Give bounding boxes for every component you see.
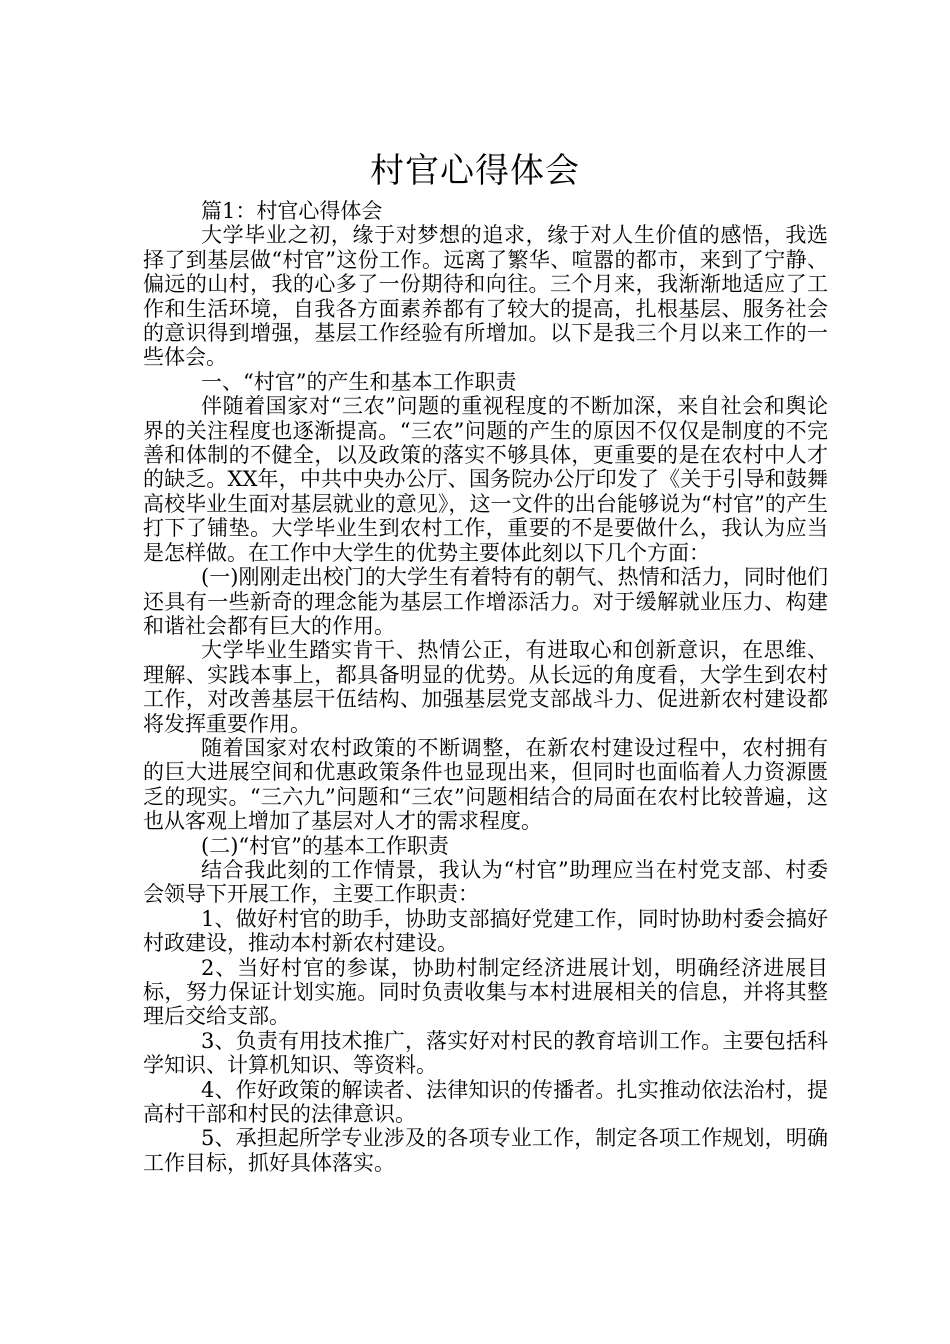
duty-item-5: 5、承担起所学专业涉及的各项专业工作，制定各项工作规划，明确工作目标，抓好具体落实。	[143, 1126, 828, 1175]
advantage-paragraph-3: 随着国家对农村政策的不断调整，在新农村建设过程中，农村拥有的巨大进展空间和优惠政策条件也显现出来，但同时也面临着人力资源匮乏的现实。“三六九”问题和“三农”问题相结合的局面在农村比较普遍，这也从客观上增加了基层对人才的需求程度。	[143, 735, 828, 834]
duty-item-4: 4、作好政策的解读者、法律知识的传播者。扎实推动依法治村，提高村干部和村民的法律意识。	[143, 1077, 828, 1127]
intro-paragraph: 大学毕业之初，缘于对梦想的追求，缘于对人生价值的感悟，我选择了到基层做“村官”这份工作。远离了繁华、喧嚣的都市，来到了宁静、偏远的山村，我的心多了一份期待和向往。三个月来，我渐渐地适应了工作和生活环境，自我各方面素养都有了较大的提高，扎根基层、服务社会的意识得到增强，基层工作经验有所增加。以下是我三个月以来工作的一些体会。	[143, 223, 828, 370]
document-body	[143, 199, 828, 1175]
duties-intro-paragraph: 结合我此刻的工作情景，我认为“村官”助理应当在村党支部、村委会领导下开展工作，主要工作职责：	[143, 857, 828, 907]
duty-item-1: 1、做好村官的助手，协助支部搞好党建工作，同时协助村委会搞好村政建设，推动本村新农村建设。	[143, 906, 828, 956]
background-paragraph: 伴随着国家对“三农”问题的重视程度的不断加深，来自社会和舆论界的关注程度也逐渐提高。“三农”问题的产生的原因不仅仅是制度的不完善和体制的不健全，以及政策的落实不够具体，更重要的是在农村中人才的缺乏。XX年，中共中央办公厅、国务院办公厅印发了《关于引导和鼓舞高校毕业生面对基层就业的意见》，这一文件的出台能够说为“村官”的产生打下了铺垫。大学毕业生到农村工作，重要的不是要做什么，我认为应当是怎样做。在工作中大学生的优势主要体此刻以下几个方面：	[143, 394, 828, 565]
duty-item-2: 2、当好村官的参谋，协助村制定经济进展计划，明确经济进展目标，努力保证计划实施。同时负责收集与本村进展相关的信息，并将其整理后交给支部。	[143, 955, 828, 1029]
section-heading-origin: 一、“村官”的产生和基本工作职责	[201, 369, 517, 394]
advantage-paragraph-2: 大学毕业生踏实肯干、热情公正，有进取心和创新意识，在思维、理解、实践本事上，都具备明显的优势。从长远的角度看，大学生到农村工作，对改善基层干伍结构、加强基层党支部战斗力、促进新农村建设都将发挥重要作用。	[143, 638, 828, 736]
advantage-paragraph-1: (一)刚刚走出校门的大学生有着特有的朝气、热情和活力，同时他们还具有一些新奇的理念能为基层工作增添活力。对于缓解就业压力、构建和谐社会都有巨大的作用。	[143, 565, 828, 638]
document-title: 村官心得体会	[370, 150, 580, 191]
duty-item-3: 3、负责有用技术推广，落实好对村民的教育培训工作。主要包括科学知识、计算机知识、等资料。	[143, 1028, 828, 1078]
section-heading-duties: (二)“村官”的基本工作职责	[201, 833, 449, 858]
section-heading-part1: 篇1：村官心得体会	[201, 199, 383, 223]
